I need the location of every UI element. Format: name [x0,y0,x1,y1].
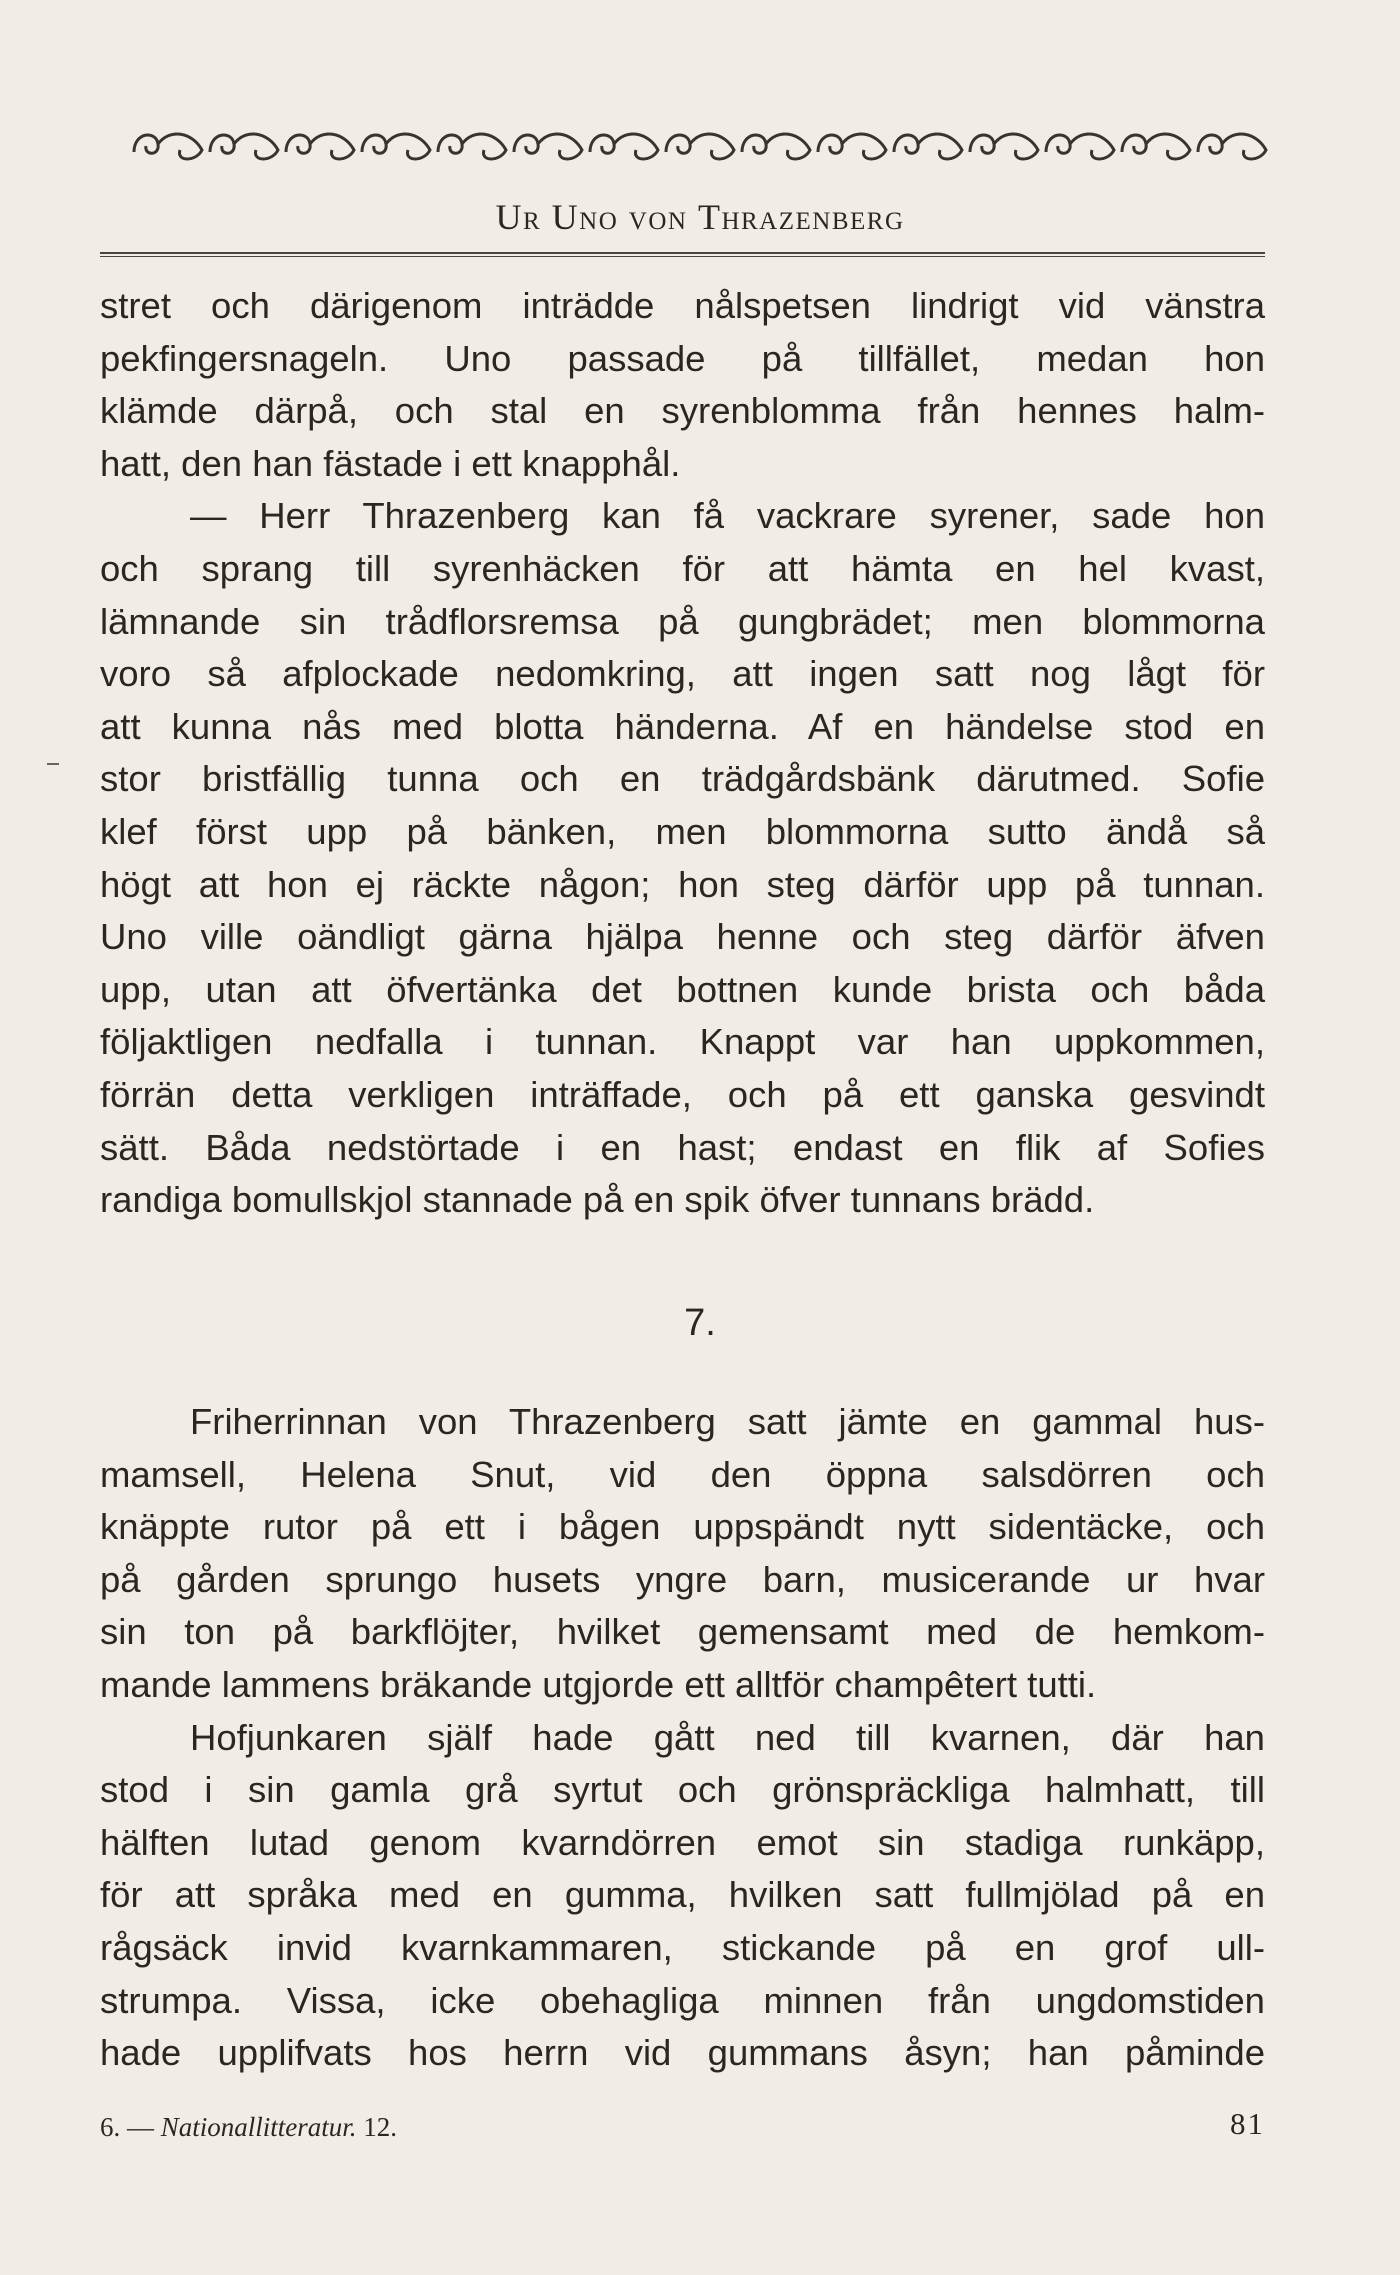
text-line: stret och därigenom inträdde nålspetsen lindrigt vid vänstra [100,285,1265,326]
running-title-word: Ur [495,197,542,237]
text-line: klämde därpå, och stal en syrenblomma från hennes halm- [100,390,1265,432]
text-line: sätt. Båda nedstörtade i en hast; endast en flik af Sofies [100,1126,1265,1168]
text-line: klef först upp på bänken, men blommorna sutto ändå så [100,810,1265,852]
text-line: — Herr Thrazenberg kan få vackrare syrener, sade hon [190,495,1265,537]
text-line: Hofjunkaren själf hade gått ned till kvarnen, där han [190,1716,1265,1758]
text-line: hatt, den han fästade i ett knapphål. [100,442,681,484]
ornament-scroll [1198,134,1266,159]
signature-number: 6. — [100,2112,154,2142]
ornament-scroll [818,134,886,159]
text-line: stod i sin gamla grå syrtut och grönspräckliga halmhatt, till [100,1769,1265,1811]
text-line: hade upplifvats hos herrn vid gummans åsyn; han påminde [100,2032,1265,2074]
running-title-word: Uno [551,197,619,237]
text-line: knäppte rutor på ett i bågen uppspändt nytt sidentäcke, och [100,1506,1265,1548]
text-line: och sprang till syrenhäcken för att hämta en hel kvast, [100,547,1265,589]
text-line: för att språka med en gumma, hvilken satt fullmjölad på en [100,1874,1265,1916]
text-line: sin ton på barkflöjter, hvilket gemensamt med de hemkom- [100,1611,1265,1653]
ornament-scroll [742,134,810,159]
text-line: följaktligen nedfalla i tunnan. Knappt var han uppkommen, [100,1021,1265,1063]
running-title-word: von [628,197,688,237]
ornament-scroll [970,134,1038,159]
body-text-top [100,280,1265,1227]
section-number: 7. [684,1302,716,1344]
signature-volume: 12. [363,2112,398,2142]
ornament-scroll [894,134,962,159]
ornament-scroll [590,134,658,159]
text-line: förrän detta verkligen inträffade, och på ett ganska gesvindt [100,1073,1265,1115]
ornament-scroll [134,134,202,159]
text-line: Friherrinnan von Thrazenberg satt jämte en gammal hus- [190,1401,1265,1442]
text-line: voro så afplockade nedomkring, att ingen satt nog lågt för [100,653,1265,695]
ornament-scroll [514,134,582,159]
header-rule-thin [100,256,1265,257]
body-text-bottom [100,1396,1265,2080]
text-line: upp, utan att öfvertänka det bottnen kunde brista och båda [100,968,1265,1010]
printer-signature [100,2112,397,2143]
text-line: högt att hon ej räckte någon; hon steg därför upp på tunnan. [100,863,1265,905]
text-line: mamsell, Helena Snut, vid den öppna salsdörren och [100,1453,1265,1495]
ornament-scroll [438,134,506,159]
ornament-scroll [362,134,430,159]
text-line: stor bristfällig tunna och en trädgårdsbänk därutmed. Sofie [100,758,1265,800]
ornament-scroll [1046,134,1114,159]
page-number: 81 [1230,2106,1265,2141]
ornament-scroll [1122,134,1190,159]
text-line: pekfingersnageln. Uno passade på tillfället, medan hon [100,337,1265,379]
running-title-word: Thrazenberg [697,197,905,237]
ornament-scroll [210,134,278,159]
text-line: rågsäck invid kvarnkammaren, stickande på en grof ull- [100,1926,1265,1968]
running-title [0,196,1400,238]
decorative-ornament-band [130,122,1270,168]
text-line: randiga bomullskjol stannade på en spik öfver tunnans brädd. [100,1179,1095,1221]
text-line: på gården sprungo husets yngre barn, musicerande ur hvar [100,1558,1265,1600]
text-line: att kunna nås med blotta händerna. Af en händelse stod en [100,705,1265,747]
text-line: lämnande sin trådflorsremsa på gungbrädet; men blommorna [100,600,1265,642]
header-rule [100,252,1265,254]
signature-title: Nationallitteratur. [160,2112,357,2142]
ornament-scroll [666,134,734,159]
ornament-scroll [286,134,354,159]
text-line: strumpa. Vissa, icke obehagliga minnen från ungdomstiden [100,1979,1265,2021]
margin-mark [47,763,59,765]
text-line: Uno ville oändligt gärna hjälpa henne och steg därför äfven [100,916,1265,958]
text-line: mande lammens bräkande utgjorde ett alltför champêtert tutti. [100,1663,1097,1705]
text-line: hälften lutad genom kvarndörren emot sin stadiga runkäpp, [100,1821,1265,1863]
page-footer [100,2106,1265,2152]
